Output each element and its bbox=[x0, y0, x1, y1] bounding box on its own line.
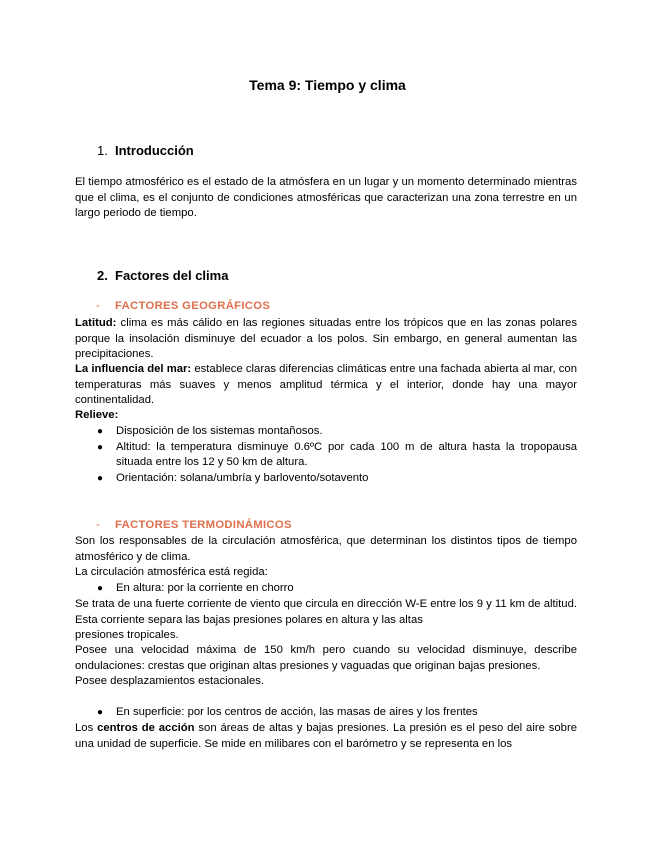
centros-paragraph: Los centros de acción son áreas de altas y bajas presiones. La presión es el peso del aire sobre una unidad de superficie. Se mide en milibares con el barómetro y se representa en los bbox=[75, 722, 577, 750]
centros-label: centros de acción bbox=[97, 722, 195, 734]
list-item: ● En superficie: por los centros de acción, las masas de aires y los frentes bbox=[75, 705, 577, 721]
relieve-label: Relieve: bbox=[75, 409, 119, 421]
latitud-label: Latitud: bbox=[75, 317, 117, 329]
section-number: 1. bbox=[97, 143, 108, 158]
subheading-factores-geograficos bbox=[96, 299, 270, 315]
subheading-text: FACTORES GEOGRÁFICOS bbox=[115, 300, 271, 312]
desplazamientos-paragraph: Posee desplazamientos estacionales. bbox=[75, 675, 265, 687]
list-item: ● Altitud: la temperatura disminuye 0.6ºC por cada 100 m de altura hasta la tropopausa situada entre los 12 y 50 km de altura. bbox=[97, 440, 577, 468]
ondulaciones-paragraph: Posee una velocidad máxima de 150 km/h pero cuando su velocidad disminuye, describe ondulaciones: crestas que originan altas presiones y vaguadas que originan bajas presiones. bbox=[75, 644, 577, 672]
altura-list bbox=[75, 581, 577, 597]
superficie-list bbox=[75, 705, 577, 721]
relieve-list bbox=[75, 424, 577, 486]
bullet-icon: ● bbox=[97, 472, 104, 484]
bullet-icon: ● bbox=[97, 441, 104, 453]
intro-paragraph: El tiempo atmosférico es el estado de la atmósfera en un lugar y un momento determinado mientras que el clima, es el conjunto de condiciones atmosféricas que caracterizan una zona terrestre en un largo periodo de tiempo. bbox=[75, 176, 577, 219]
list-item: ● En altura: por la corriente en chorro bbox=[75, 581, 577, 597]
mar-paragraph bbox=[75, 362, 577, 409]
bullet-icon: ● bbox=[97, 426, 104, 437]
chorro-paragraph: Se trata de una fuerte corriente de viento que circula en dirección W-E entre los 9 y 11 km de altitud. Esta corriente separa las bajas presiones polares en altura y las altas presiones tropicales. bbox=[75, 598, 577, 641]
list-item: ● Orientación: solana/umbría y barlovento/sotavento bbox=[75, 471, 577, 487]
latitud-text: clima es más cálido en las regiones situadas entre los trópicos que en las zonas polares porque la insolación disminuye del ecuador a los polos. Sin embargo, en general aumentan las precipitaciones. bbox=[75, 317, 577, 360]
subheading-factores-termodinamicos bbox=[96, 518, 292, 534]
dash-marker: - bbox=[96, 519, 101, 531]
section-heading-factores bbox=[97, 268, 228, 284]
section-heading-introduccion bbox=[97, 143, 194, 159]
latitud-paragraph bbox=[75, 316, 577, 363]
section-number: 2. bbox=[97, 268, 108, 283]
subheading-text: FACTORES TERMODINÁMICOS bbox=[115, 519, 292, 531]
list-item: ● Disposición de los sistemas montañosos. bbox=[75, 424, 577, 440]
circulacion-regida: La circulación atmosférica está regida: bbox=[75, 566, 268, 578]
mar-label: La influencia del mar: bbox=[75, 363, 192, 375]
bullet-icon: ● bbox=[97, 583, 104, 594]
mar-text: establece claras diferencias climáticas entre una fachada abierta al mar, con temperaturas más suaves y menos amplitud térmica y el interior, donde hay una mayor continentalidad. bbox=[75, 363, 577, 406]
section-title: Introducción bbox=[115, 143, 194, 158]
page-title: Tema 9: Tiempo y clima bbox=[249, 77, 406, 93]
bullet-icon: ● bbox=[97, 707, 104, 718]
dash-marker: - bbox=[96, 300, 101, 312]
termo-intro-paragraph: Son los responsables de la circulación atmosférica, que determinan los distintos tipos de tiempo atmosférico y de clima. bbox=[75, 535, 577, 563]
section-title: Factores del clima bbox=[115, 268, 229, 283]
